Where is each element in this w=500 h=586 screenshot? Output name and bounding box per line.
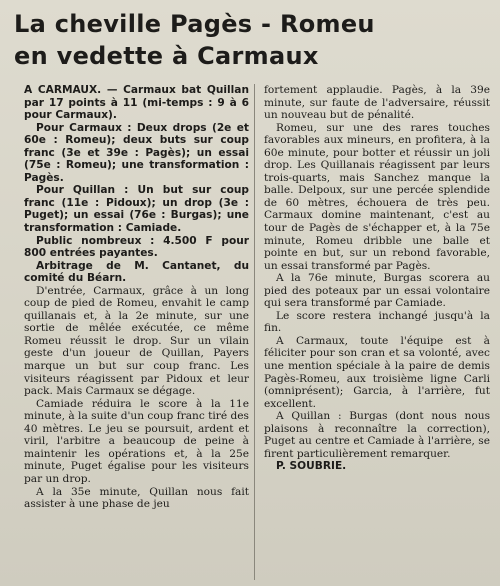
paragraph: A Quillan : Burgas (dont nous nous plaisons à reconnaître la correction), Puget au centre et Camiade à l'arrière, se firent particulièrement remarquer. bbox=[264, 410, 490, 460]
paragraph: fortement applaudie. Pagès, à la 39e minute, sur faute de l'adversaire, réussit un nouveau but de pénalité. bbox=[264, 84, 490, 122]
paragraph: Romeu, sur une des rares touches favorables aux mineurs, en profitera, à la 60e minute, pour botter et réussir un joli drop. Les Quillanais réagissent par leurs trois-quarts, mais Sanchez manque la balle. Delpoux, sur une percée splendide de 60 mètres, échouera de très peu. Carmaux domine maintenant, c'est au tour de Pagès de s'échapper et, à la 75e minute, Romeu dribble une balle et pointe en but, sur un rebond favorable, un essai transformé par Pagès. bbox=[264, 121, 490, 272]
right-column bbox=[264, 84, 490, 473]
paragraph: Arbitrage de M. Cantanet, du comité du Béarn. bbox=[24, 259, 249, 285]
headline bbox=[14, 8, 484, 72]
paragraph: Pour Quillan : Un but sur coup franc (11e : Pidoux); un drop (3e : Puget); un essai (76e : Burgas); une transformation : Camiade. bbox=[24, 184, 249, 235]
left-column bbox=[24, 84, 249, 511]
paragraph: A Carmaux, toute l'équipe est à féliciter pour son cran et sa volonté, avec une mention spéciale à la paire de demis Pagès-Romeu, aux troisième ligne Carli (omniprésent); Garcia, à l'arrière, fut excellent. bbox=[264, 334, 490, 410]
headline-line-1: La cheville Pagès - Romeu bbox=[14, 10, 375, 38]
paragraph: Pour Carmaux : Deux drops (2e et 60e : Romeu); deux buts sur coup franc (3e et 39e : Pagès); un essai (75e : Romeu); une transformation : Pagès. bbox=[24, 121, 249, 184]
paragraph: D'entrée, Carmaux, grâce à un long coup de pied de Romeu, envahit le camp quillanais et, à la 2e minute, sur une sortie de mêlée exécutée, ce même Romeu réussit le drop. Sur un vilain geste d'un joueur de Quillan, Payers marque un but sur coup franc. Les visiteurs réagissent par Pidoux et leur pack. Mais Carmaux se dégage. bbox=[24, 284, 249, 398]
author-signature: P. SOUBRIE. bbox=[276, 460, 347, 473]
paragraph: Le score restera inchangé jusqu'à la fin. bbox=[264, 309, 490, 335]
paragraph: A la 35e minute, Quillan nous fait assister à une phase de jeu bbox=[24, 485, 249, 511]
headline-line-2: en vedette à Carmaux bbox=[14, 42, 319, 70]
column-divider bbox=[254, 84, 255, 580]
paragraph: A CARMAUX. — Carmaux bat Quillan par 17 points à 11 (mi-temps : 9 à 6 pour Carmaux). bbox=[24, 84, 249, 122]
paragraph: A la 76e minute, Burgas scorera au pied des poteaux par un essai volontaire qui sera transformé par Camiade. bbox=[264, 272, 490, 310]
paragraph: Camiade réduira le score à la 11e minute, à la suite d'un coup franc tiré des 40 mètres. Le jeu se poursuit, ardent et viril, l'arbitre a beaucoup de peine à maintenir les opérations et, à la 25e minute, Puget égalise pour les visiteurs par un drop. bbox=[24, 397, 249, 485]
paragraph: Public nombreux : 4.500 F pour 800 entrées payantes. bbox=[24, 234, 249, 260]
